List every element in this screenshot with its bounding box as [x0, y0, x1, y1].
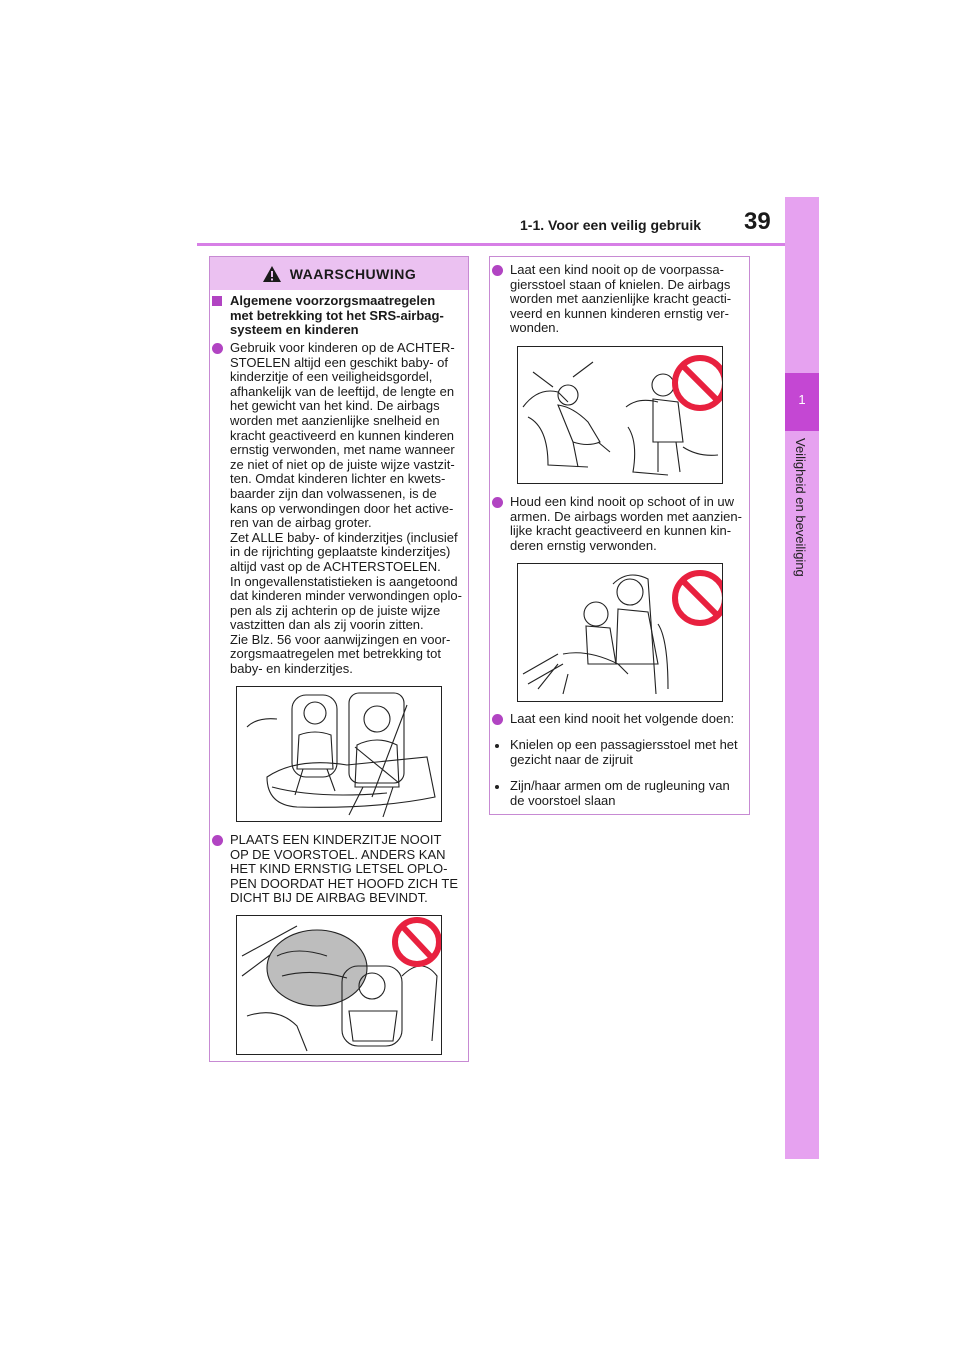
header-divider — [197, 243, 785, 246]
warning-bullet-1 — [212, 341, 467, 677]
figure-child-standing-front-seat — [517, 346, 723, 484]
warning-heading — [212, 294, 467, 338]
warning-triangle-icon — [262, 265, 282, 283]
prohibited-icon — [673, 571, 723, 625]
small-bullet-icon — [495, 785, 499, 789]
warning-bullet-2-text: PLAATS EEN KINDERZITJE NOOIT OP DE VOORSTOEL. ANDERS KAN HET KIND ERNSTIG LETSEL OPLO- PEN DOORDAT HET HOOFD ZICH TE DICHT BIJ DE AIRBAG BEVINDT. — [230, 832, 459, 906]
right-bullet-3 — [492, 712, 747, 727]
right-sub-bullet-2 — [492, 779, 747, 808]
section-title: 1-1. Voor een veilig gebruik — [520, 217, 702, 233]
chapter-side-tab — [785, 197, 819, 1159]
warning-heading-text: Algemene voorzorgsmaatregelen met betrekking tot het SRS-airbag- systeem en kinderen — [230, 293, 444, 338]
right-bullet-2 — [492, 495, 747, 553]
right-bullet-2-text: Houd een kind nooit op schoot of in uw armen. De airbags worden met aanzien- lijke kracht geactiveerd en kunnen kin- deren ernstig verwonden. — [510, 494, 742, 553]
page-number: 39 — [744, 208, 771, 235]
prohibited-icon — [393, 918, 441, 966]
figure-child-on-lap — [517, 563, 723, 702]
prohibited-icon — [673, 356, 723, 410]
right-bullet-3-text: Laat een kind nooit het volgende doen: — [510, 711, 735, 726]
round-bullet-icon — [492, 265, 503, 276]
warning-bullet-1-text: Gebruik voor kinderen op de ACHTER- STOELEN altijd een geschikt baby- of kinderzitje of een veiligheidsgordel, afhankelijk van de leeftijd, de lengte en het gewicht van het kind. De airbags worden met aanzienlijke snelheid en kracht geactiveerd en kunnen kinderen ernstig verwonden, met name wanneer ze niet of niet op de juiste wijze vastzit- ten. Omdat kinderen lichter en kwets- baarder zijn dan volwassenen, is de kans op verwondingen door het active- ren van de airbag groter. Zet ALLE baby- of kinderzitjes (inclusief in de rijrichting geplaatste kinderzitjes) altijd vast op de ACHTERSTOELEN. In ongevallenstatistieken is aangetoond dat kinderen minder verwondingen oplo- pen als zij achterin op de juiste wijze vastzitten dan als zij voorin zitten. Zie Blz. 56 voor aanwijzingen en voor- zorgsmaatregelen met betrekking tot baby- en kinderzitjes. — [230, 340, 462, 677]
round-bullet-icon — [212, 835, 223, 846]
warning-bullet-2 — [212, 833, 467, 906]
right-bullet-1-text: Laat een kind nooit op de voorpassa- giersstoel staan of knielen. De airbags worden met aanzienlijke kracht geacti- veerd en kunnen kinderen ernstig ver- wonden. — [510, 262, 732, 336]
square-bullet-icon — [212, 296, 222, 306]
round-bullet-icon — [492, 714, 503, 725]
right-sub-bullet-1 — [492, 738, 747, 767]
warning-header — [210, 257, 468, 290]
warning-title: WAARSCHUWING — [289, 265, 417, 282]
chapter-number: 1 — [798, 392, 806, 407]
right-sub-bullet-2-text: Zijn/haar armen om de rugleuning van de voorstoel slaan — [510, 778, 730, 808]
round-bullet-icon — [212, 343, 223, 354]
right-sub-bullet-1-text: Knielen op een passagiersstoel met het gezicht naar de zijruit — [510, 737, 738, 767]
figure-front-seat-airbag — [236, 915, 442, 1055]
round-bullet-icon — [492, 497, 503, 508]
small-bullet-icon — [495, 744, 499, 748]
chapter-title: Veiligheid en beveiliging — [793, 438, 808, 577]
figure-rear-child-seats — [236, 686, 442, 822]
right-bullet-1 — [492, 263, 747, 336]
